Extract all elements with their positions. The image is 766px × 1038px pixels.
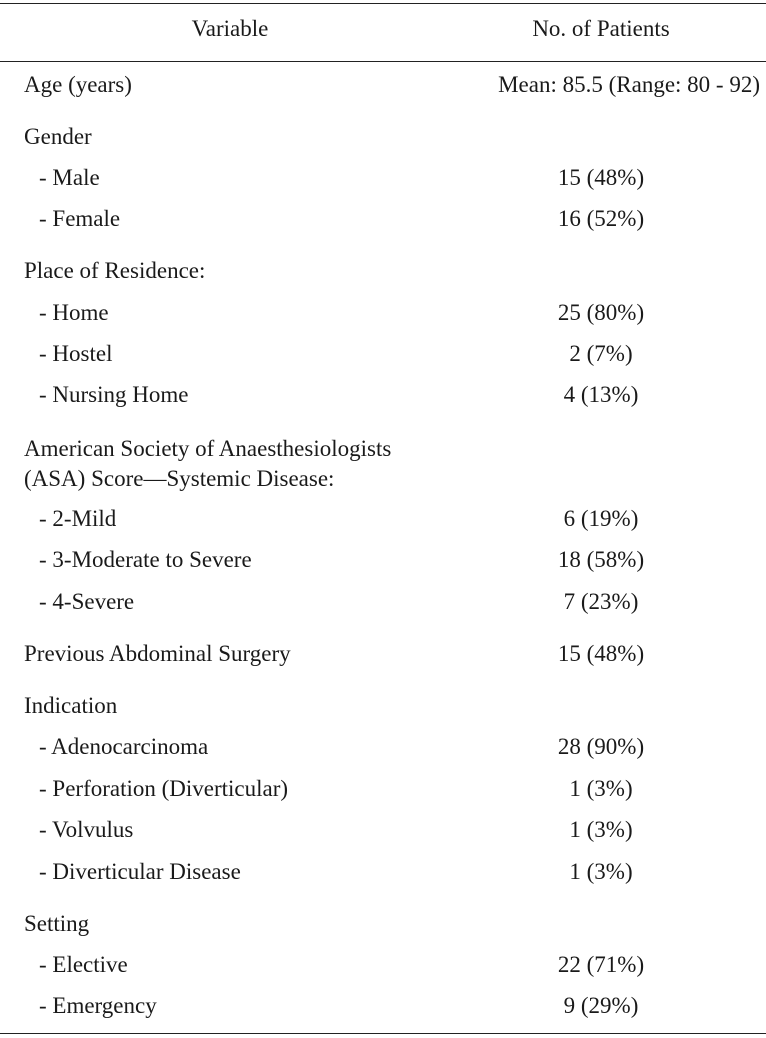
row-value: 1 (3%) bbox=[569, 859, 633, 884]
table-top-rule bbox=[0, 3, 766, 4]
row-value: 1 (3%) bbox=[569, 776, 633, 801]
row-label: - Home bbox=[39, 300, 109, 325]
row-label: - Female bbox=[39, 206, 121, 231]
row-value: 1 (3%) bbox=[569, 817, 633, 842]
row-label: - Volvulus bbox=[39, 817, 134, 842]
table-header-rule bbox=[0, 61, 766, 62]
row-label: - Hostel bbox=[39, 341, 113, 366]
row-label: - 4-Severe bbox=[39, 589, 135, 614]
row-value: 15 (48%) bbox=[557, 165, 645, 190]
table-header bbox=[0, 16, 766, 48]
row-label: Age (years) bbox=[24, 72, 132, 97]
row-value: 25 (80%) bbox=[557, 300, 645, 325]
row-value: 15 (48%) bbox=[557, 641, 645, 666]
row-label: - Elective bbox=[39, 952, 128, 977]
row-label: - Diverticular Disease bbox=[39, 859, 241, 884]
row-value: 7 (23%) bbox=[563, 589, 639, 614]
row-label: Place of Residence: bbox=[24, 258, 206, 283]
row-label: - Male bbox=[39, 165, 100, 190]
row-label: Indication bbox=[24, 693, 118, 718]
row-value: 2 (7%) bbox=[569, 341, 633, 366]
row-label: - Emergency bbox=[39, 993, 157, 1018]
row-label: - Nursing Home bbox=[39, 382, 189, 407]
row-value: 6 (19%) bbox=[563, 506, 639, 531]
row-value: 22 (71%) bbox=[557, 952, 645, 977]
row-label: Gender bbox=[24, 124, 92, 149]
row-value: 16 (52%) bbox=[557, 206, 645, 231]
row-value: 9 (29%) bbox=[563, 993, 639, 1018]
row-value: 28 (90%) bbox=[557, 734, 645, 759]
header-variable: Variable bbox=[191, 16, 269, 41]
row-label: American Society of Anaesthesiologists (ASA) Score—Systemic Disease: bbox=[24, 436, 392, 491]
row-value: Mean: 85.5 (Range: 80 - 92) bbox=[498, 72, 760, 97]
table-bottom-rule bbox=[0, 1033, 766, 1034]
header-patients: No. of Patients bbox=[532, 16, 670, 41]
row-label: - Perforation (Diverticular) bbox=[39, 776, 289, 801]
row-label: Previous Abdominal Surgery bbox=[24, 641, 291, 666]
row-label: - 2-Mild bbox=[39, 506, 117, 531]
row-label: Setting bbox=[24, 911, 90, 936]
row-label: - 3-Moderate to Severe bbox=[39, 547, 252, 572]
row-value: 4 (13%) bbox=[563, 382, 639, 407]
row-label: - Adenocarcinoma bbox=[39, 734, 209, 759]
row-value: 18 (58%) bbox=[557, 547, 645, 572]
